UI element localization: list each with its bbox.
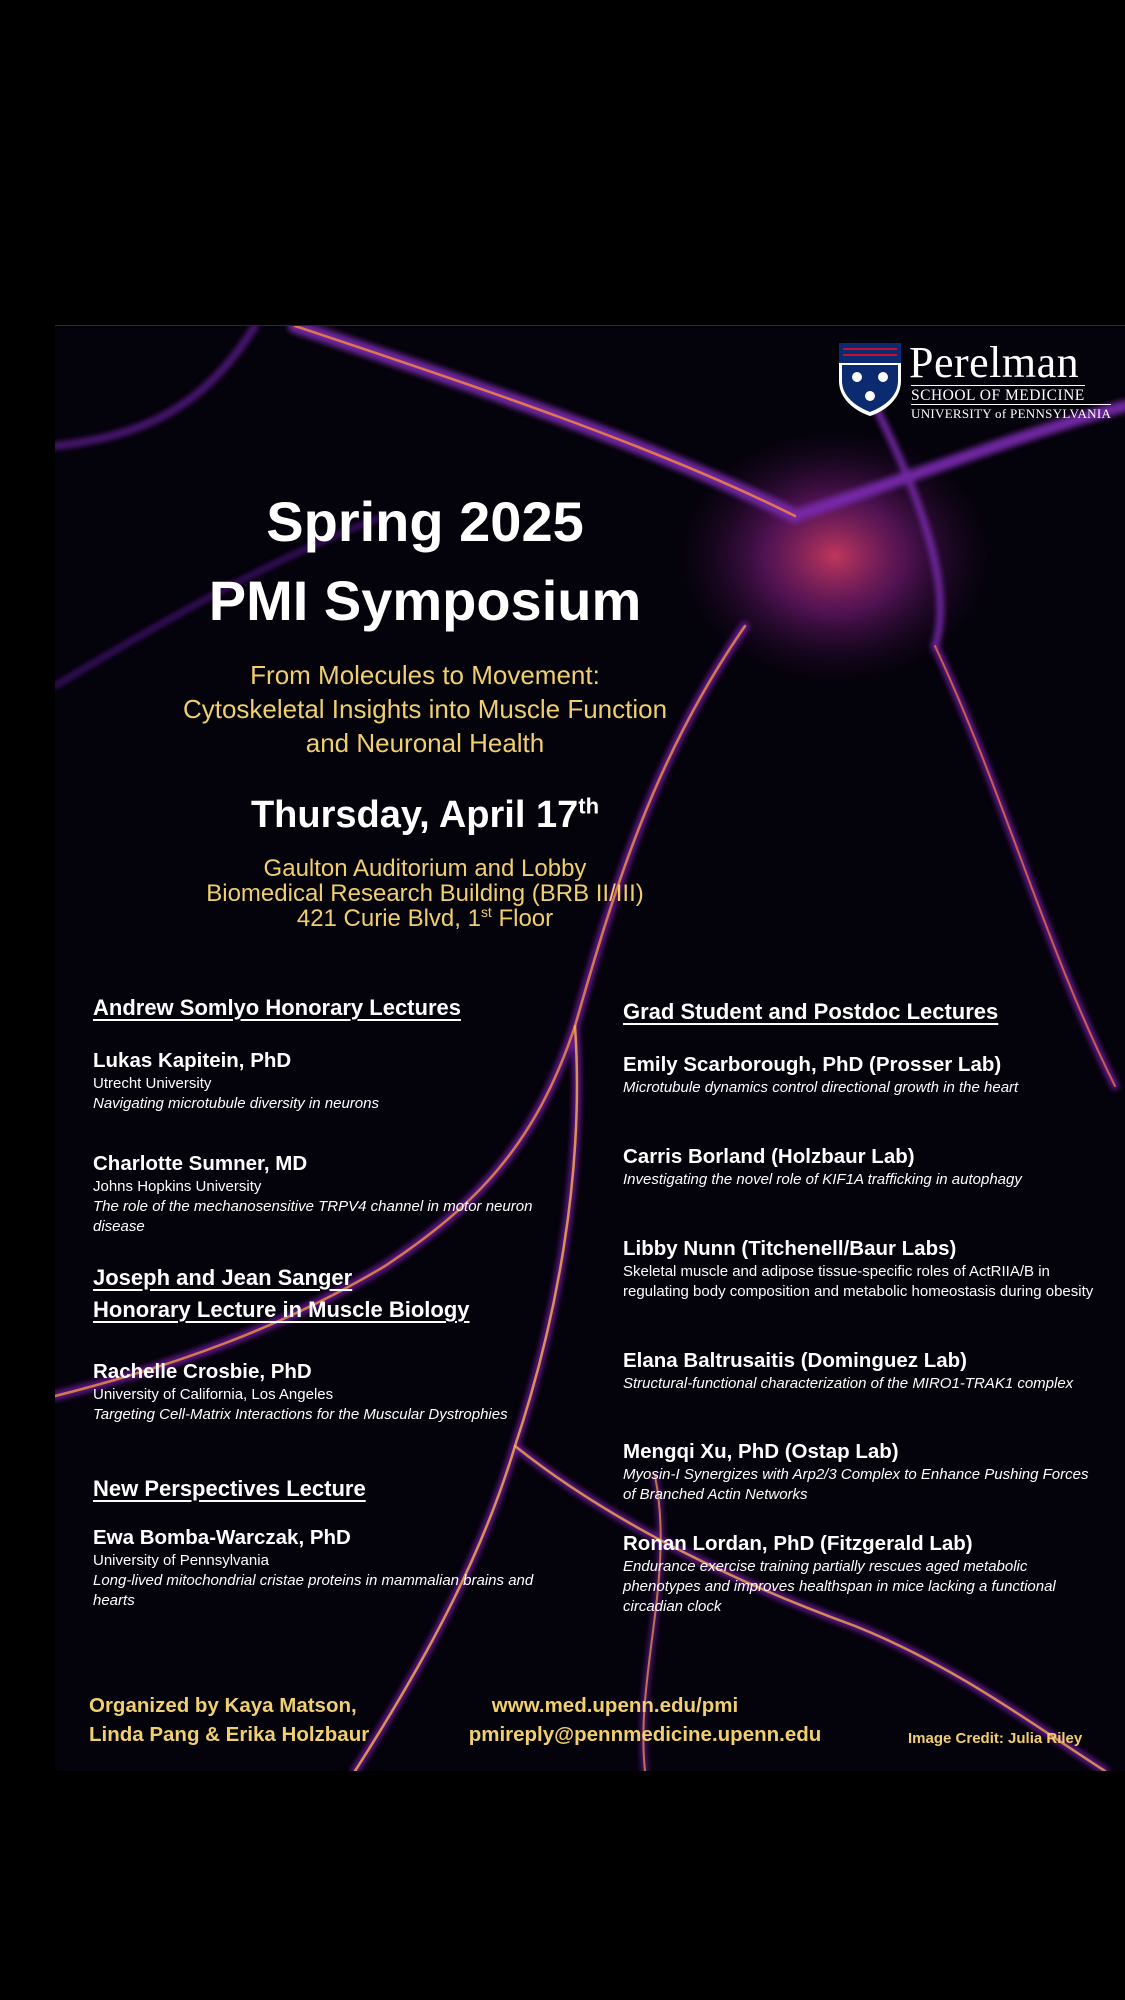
speaker-talk: Microtubule dynamics control directional growth in the heart [623, 1079, 1019, 1096]
section-somlyo-heading: Andrew Somlyo Honorary Lectures [93, 995, 461, 1020]
speaker-name: Libby Nunn (Titchenell/Baur Labs) [623, 1237, 957, 1260]
organizers-line-1: Organized by Kaya Matson, [89, 1694, 357, 1717]
speaker-name: Mengqi Xu, PhD (Ostap Lab) [623, 1440, 899, 1463]
speaker-name: Charlotte Sumner, MD [93, 1152, 308, 1175]
speaker-talk: Structural-functional characterization of the MIRO1-TRAK1 complex [623, 1375, 1074, 1392]
subtitle-line-3: and Neuronal Health [305, 728, 545, 758]
speaker-talk: The role of the mechanosensitive TRPV4 channel in motor neuron disease [93, 1198, 533, 1235]
image-credit: Image Credit: Julia Riley [908, 1730, 1083, 1747]
speaker-talk: Targeting Cell-Matrix Interactions for the Muscular Dystrophies [93, 1406, 508, 1423]
speaker-affiliation: Johns Hopkins University [93, 1178, 262, 1195]
organizers-line-2: Linda Pang & Erika Holzbaur [89, 1723, 370, 1746]
speaker-name: Ewa Bomba-Warczak, PhD [93, 1526, 351, 1549]
section-sanger-heading-1: Joseph and Jean Sanger [93, 1265, 353, 1290]
speaker-talk: Myosin-I Synergizes with Arp2/3 Complex to Enhance Pushing Forces of Branched Actin Networks [623, 1466, 1089, 1503]
speaker-borland [623, 1144, 1053, 1190]
speaker-talk: Skeletal muscle and adipose tissue-specific roles of ActRIIA/B in regulating body composition and metabolic homeostasis during obesity [623, 1263, 1094, 1300]
venue-line-1: Gaulton Auditorium and Lobby [263, 855, 587, 882]
title-line-2: PMI Symposium [208, 569, 642, 632]
speaker-affiliation: Utrecht University [93, 1075, 212, 1092]
speaker-xu [623, 1439, 1103, 1505]
event-date-text: Thursday, April 17 [250, 794, 579, 836]
section-grad-postdoc-heading: Grad Student and Postdoc Lectures [623, 999, 999, 1024]
symposium-poster [55, 325, 1125, 1771]
speaker-talk: Navigating microtubule diversity in neurons [93, 1095, 379, 1112]
speaker-bomba-warczak [93, 1525, 563, 1611]
subtitle-line-1: From Molecules to Movement: [250, 660, 600, 690]
section-sanger-heading-2: Honorary Lecture in Muscle Biology [93, 1297, 470, 1322]
venue-line-3: 421 Curie Blvd, 1st Floor [296, 904, 554, 932]
section-perspectives-heading: New Perspectives Lecture [93, 1476, 366, 1501]
speaker-name: Rachelle Crosbie, PhD [93, 1360, 312, 1383]
speaker-name: Ronan Lordan, PhD (Fitzgerald Lab) [623, 1532, 973, 1555]
perelman-logo [837, 338, 1125, 421]
subtitle-line-2: Cytoskeletal Insights into Muscle Function [182, 694, 668, 724]
speaker-kapitein [93, 1048, 593, 1114]
penn-shield-icon [837, 341, 903, 417]
speaker-name: Elana Baltrusaitis (Dominguez Lab) [623, 1349, 967, 1372]
speaker-baltrusaitis [623, 1348, 1103, 1394]
speaker-affiliation: University of Pennsylvania [93, 1552, 269, 1569]
speaker-crosbie [93, 1359, 543, 1425]
speaker-talk: Endurance exercise training partially rescues aged metabolic phenotypes and improves healthspan in mice lacking a functional circadian clock [623, 1558, 1056, 1615]
website-link[interactable]: www.med.upenn.edu/pmi [491, 1694, 739, 1717]
speaker-sumner [93, 1151, 583, 1237]
speaker-name: Lukas Kapitein, PhD [93, 1049, 292, 1072]
speaker-name: Carris Borland (Holzbaur Lab) [623, 1145, 915, 1168]
venue-line-2: Biomedical Research Building (BRB II/III) [206, 880, 644, 907]
logo-name: Perelman [909, 338, 1080, 387]
logo-school: SCHOOL OF MEDICINE [911, 387, 1085, 404]
speaker-scarborough [623, 1052, 1083, 1098]
title-line-1: Spring 2025 [266, 490, 584, 553]
email-link[interactable]: pmireply@pennmedicine.upenn.edu [468, 1723, 822, 1746]
speaker-talk: Long-lived mitochondrial cristae proteins in mammalian brains and hearts [93, 1572, 534, 1609]
speaker-name: Emily Scarborough, PhD (Prosser Lab) [623, 1053, 1002, 1076]
event-date [55, 794, 795, 837]
speaker-lordan [623, 1531, 1103, 1617]
speaker-affiliation: University of California, Los Angeles [93, 1386, 334, 1403]
event-date-suffix: th [578, 793, 600, 819]
speaker-nunn [623, 1236, 1103, 1302]
speaker-talk: Investigating the novel role of KIF1A trafficking in autophagy [623, 1171, 1022, 1188]
logo-university: UNIVERSITY of PENNSYLVANIA [911, 406, 1112, 421]
